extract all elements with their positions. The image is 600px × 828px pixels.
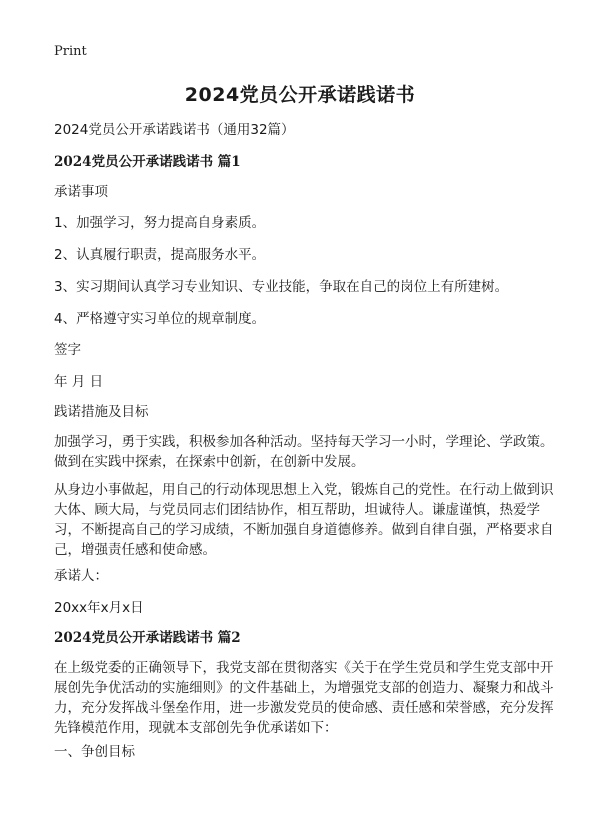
measures-paragraph-1: 加强学习，勇于实践，积极参加各种活动。坚持每天学习一小时，学理论、学政策。做到在实践中探索，在探索中创新，在创新中发展。 bbox=[54, 434, 554, 470]
document-subtitle: 2024党员公开承诺践诺书（通用32篇） bbox=[54, 122, 295, 138]
promiser-date: 20xx年x月x日 bbox=[54, 600, 144, 616]
promiser-label: 承诺人： bbox=[54, 568, 108, 584]
commit-item-3: 3、实习期间认真学习专业知识、专业技能，争取在自己的岗位上有所建树。 bbox=[54, 279, 509, 295]
measures-paragraph-2: 从身边小事做起，用自己的行动体现思想上入党，锻炼自己的党性。在行动上做到识大体、顾大局，与党员同志们团结协作，相互帮助，坦诚待人。谦虚谨慎，热爱学习，不断提高自己的学习成绩，不断加强自身道德修养。做到自律自强，严格要求自己，增强责任感和使命感。 bbox=[54, 482, 554, 558]
goal-label: 一、争创目标 bbox=[54, 744, 135, 760]
sign-label: 签字 bbox=[54, 342, 81, 358]
measures-label: 践诺措施及目标 bbox=[54, 404, 149, 420]
section-heading-1: 2024党员公开承诺践诺书 篇1 bbox=[54, 154, 241, 170]
commit-item-2: 2、认真履行职责，提高服务水平。 bbox=[54, 247, 266, 263]
commit-item-4: 4、严格遵守实习单位的规章制度。 bbox=[54, 311, 266, 327]
print-link[interactable]: Print bbox=[54, 44, 87, 59]
page-title: 2024党员公开承诺践诺书 bbox=[184, 84, 416, 106]
section2-intro: 在上级党委的正确领导下，我党支部在贯彻落实《关于在学生党员和学生党支部中开展创先争优活动的实施细则》的文件基础上，为增强党支部的创造力、凝聚力和战斗力，充分发挥战斗堡垒作用，进一步激发党员的使命感、责任感和荣誉感，充分发挥先锋模范作用，现就本支部创先争优承诺如下： bbox=[54, 660, 554, 736]
section-heading-2: 2024党员公开承诺践诺书 篇2 bbox=[54, 630, 241, 646]
commit-items-label: 承诺事项 bbox=[54, 184, 108, 200]
commit-item-1: 1、加强学习，努力提高自身素质。 bbox=[54, 215, 266, 231]
date-label: 年 月 日 bbox=[54, 374, 104, 390]
